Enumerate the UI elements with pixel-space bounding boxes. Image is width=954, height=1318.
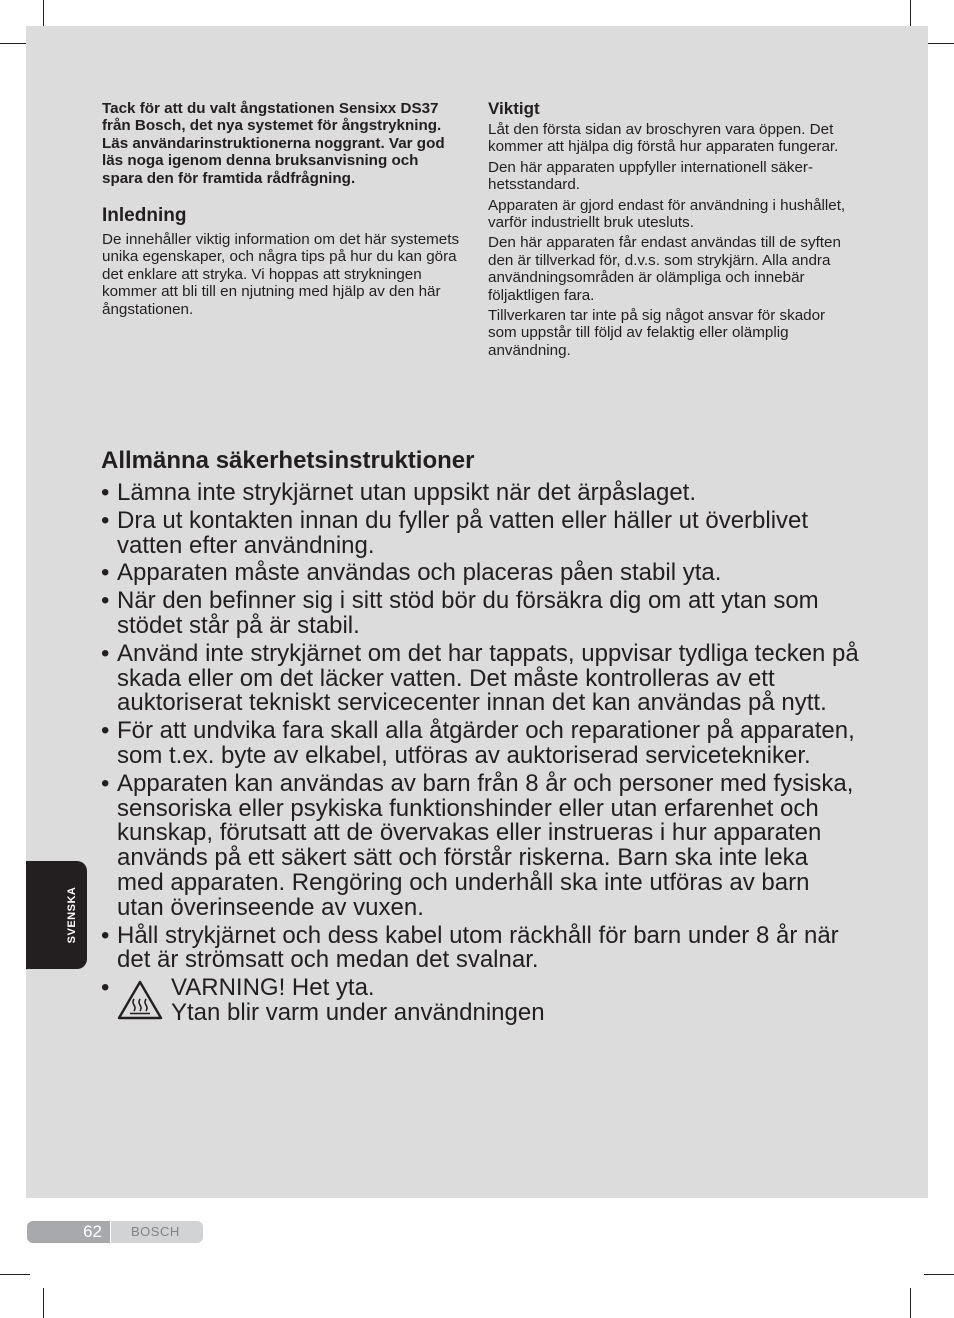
safety-item-text: När den befinner sig i sitt stöd bör du försäkra dig om att ytan som stödet står på är stabil. bbox=[117, 587, 819, 639]
safety-item-text: Lämna inte strykjärnet utan uppsikt när det ärpåslaget. bbox=[117, 479, 696, 506]
bullet: • bbox=[101, 921, 110, 949]
important-paragraph: Den här apparaten får endast användas till de syften den är tillverkad för, d.v.s. som strykjärn. Alla andra användningsområden är olämpliga och innebär följaktligen fara. bbox=[488, 234, 841, 304]
safety-item bbox=[101, 921, 861, 974]
safety-section bbox=[101, 446, 861, 1029]
bullet: • bbox=[101, 479, 110, 506]
warning-description: Ytan blir varm under användningen bbox=[171, 998, 545, 1026]
safety-list bbox=[101, 481, 861, 1026]
crop-mark bbox=[43, 1288, 44, 1318]
safety-item-text: Använd inte strykjärnet om det har tappats, uppvisar tydliga tecken på skada eller om det läcker vatten. Det måste kontrolleras av ett auktoriserat tekniskt servicecenter innan det kan användas på nytt. bbox=[117, 639, 859, 717]
warning-row bbox=[117, 976, 861, 1026]
safety-item bbox=[101, 506, 861, 559]
crop-mark bbox=[924, 43, 954, 44]
safety-item bbox=[101, 481, 861, 506]
safety-item-text: För att undvika fara skall alla åtgärder och reparationer på apparaten, som t.ex. byte av elkabel, utföras av auktoriserad servicetekniker. bbox=[117, 717, 855, 769]
page-number: 62 bbox=[27, 1221, 110, 1243]
bullet: • bbox=[101, 639, 110, 667]
safety-item bbox=[101, 639, 861, 717]
important-paragraph: Den här apparaten uppfyller internationell säker-hetsstandard. bbox=[488, 158, 814, 194]
bullet: • bbox=[101, 717, 110, 745]
bullet: • bbox=[101, 769, 110, 797]
intro-column bbox=[102, 100, 462, 318]
safety-item bbox=[101, 589, 861, 639]
warning-text bbox=[171, 976, 545, 1026]
important-paragraph: Tillverkaren tar inte på sig något ansvar för skador som uppstår till följd av felaktig eller olämplig användning. bbox=[488, 307, 826, 359]
language-tab bbox=[26, 861, 87, 969]
safety-item-text: Dra ut kontakten innan du fyller på vatten eller häller ut överblivet vatten efter användning. bbox=[117, 506, 809, 559]
bullet: • bbox=[101, 559, 110, 587]
safety-heading: Allmänna säkerhetsinstruktioner bbox=[101, 447, 475, 474]
crop-mark bbox=[924, 1274, 954, 1275]
important-heading: Viktigt bbox=[488, 99, 540, 118]
bullet: • bbox=[101, 974, 110, 1002]
warning-title: VARNING! Het yta. bbox=[171, 974, 375, 1002]
intro-heading: Inledning bbox=[102, 205, 187, 227]
crop-mark bbox=[910, 1288, 911, 1318]
intro-thanks: Tack för att du valt ångstationen Sensixx DS37 från Bosch, det nya systemet för ångstrykning. bbox=[102, 100, 442, 135]
crop-mark bbox=[0, 1274, 30, 1275]
intro-read-instructions: Läs användarinstruktionerna noggrant. Var god läs noga igenom denna bruksanvisning och spara den för framtida rådfrågning. bbox=[102, 134, 445, 187]
safety-item-text: Apparaten kan användas av barn från 8 år och personer med fysiska, sensoriska eller psykiska funktionshinder eller utan erfarenhet och kunskap, förutsatt att de övervakas eller instrueras i hur apparaten används på ett säkert sätt och förstår riskerna. Barn ska inte leka med apparaten. Rengöring och underhåll ska inte utföras av barn utan överinseende av vuxen. bbox=[117, 769, 854, 921]
safety-item-text: Apparaten måste användas och placeras påen stabil yta. bbox=[117, 559, 722, 587]
hot-surface-warning-icon bbox=[117, 980, 163, 1020]
safety-warning-item bbox=[101, 976, 861, 1026]
bullet: • bbox=[101, 506, 110, 534]
safety-item-text: Håll strykjärnet och dess kabel utom räckhåll för barn under 8 år när det är strömsatt och medan det svalnar. bbox=[117, 921, 839, 974]
important-paragraph: Apparaten är gjord endast för användning i hushållet, varför industriellt bruk utesluts. bbox=[488, 196, 846, 232]
intro-paragraph: De innehåller viktig information om det här systemets unika egenskaper, och några tips på hur du kan göra det enklare att stryka. Vi hoppas att strykningen kommer att bli till en njutning med hjälp av den här ångstationen. bbox=[102, 231, 460, 318]
safety-item bbox=[101, 769, 861, 921]
footer-brand: BOSCH bbox=[111, 1221, 203, 1243]
bullet: • bbox=[101, 587, 110, 615]
language-tab-label: SVENSKA bbox=[66, 886, 78, 944]
important-paragraph: Låt den första sidan av broschyren vara öppen. Det kommer att hjälpa dig förstå hur apparaten fungerar. bbox=[488, 121, 839, 156]
safety-item bbox=[101, 561, 861, 586]
important-column bbox=[488, 99, 850, 359]
safety-item bbox=[101, 719, 861, 769]
